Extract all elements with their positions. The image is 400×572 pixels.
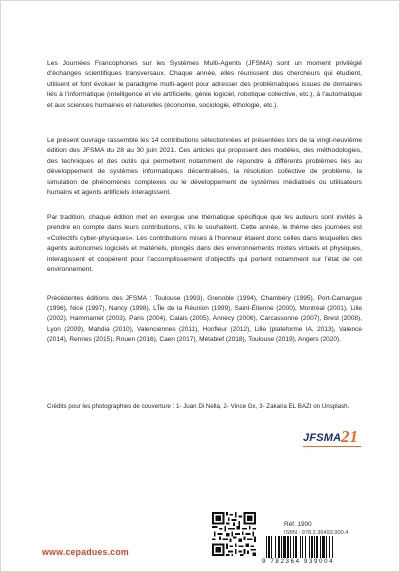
logo-wordmark: JFSMA: [303, 432, 342, 444]
logo-underline: [303, 446, 361, 447]
qr-code: [212, 512, 256, 556]
isbn: ISBN : 978.2.36493.900.4: [284, 530, 349, 536]
jfsma-logo: [303, 427, 367, 452]
intro-paragraph: Les Journées Francophones sur les Systèmes Multi-Agents (JFSMA) sont un moment privilégié d’échanges scientifiques transversaux. Chaque année, elles réunissent des chercheurs qui étudient, utilisent et font évoluer le paradigme multi-agent pour adresser des problématiques issues de domaines liés à l’informatique (intelligence et vie artificielle, génie logiciel, robotique collective, etc.), à l’automatique et aux sciences humaines et naturelles (économie, sociologie, éthologie, etc.).: [47, 60, 362, 109]
logo-number: 21: [341, 427, 358, 446]
reference-number: Réf. 1900: [284, 521, 312, 528]
theme-paragraph: Par tradition, chaque édition met en exergue une thématique spécifique que les auteurs sont invités à prendre en compte dans leurs contributions, s’ils le souhaitent. Cette année, le thème des journées est «Collectifs cyber-physiques». Les contributions mises à l’honneur étaient donc celles dans lesquelles des agents autonomes logiciels et matériels, plongés dans des environnements mixtes virtuels et physiques, interagissent et coopèrent pour l’accomplissement d’objectifs qui portent notamment sur l’état de cet environnement.: [47, 214, 362, 274]
photo-credits: Crédits pour les photographies de couverture : 1- Juan Di Nella, 2- Vince Gx, 3- Zakaria EL BAZI on Unsplash.: [47, 403, 350, 410]
publisher-website[interactable]: www.cepadues.com: [42, 547, 129, 557]
previous-editions-paragraph: Précédentes éditions des JFSMA : Toulouse (1993), Grenoble (1994), Chambéry (1995), Port-Camargue (1996), Nice (1997), Nancy (1998), L’Île de la Réunion (1999), Saint-Étienne (2000), Montréal (2001), Lille (2002), Hammamet (2003), Paris (2004), Calais (2005), Annecy (2006), Carcassonne (2007), Brest (2008), Lyon (2009), Mahdia (2010), Valenciennes (2011), Honfleur (2012), Lille (plateforme IA, 2013), Valence (2014), Rennes (2015), Rouen (2016), Caen (2017), Métabief (2018), Toulouse (2019), Angers (2020).: [47, 295, 362, 343]
barcode: [264, 536, 370, 558]
barcode-number: 9 782364 939004: [262, 558, 335, 565]
contributions-paragraph: Le présent ouvrage rassemble les 14 contributions sélectionnées et présentées lors de la vingt-neuvième édition des JFSMA du 28 au 30 juin 2021. Ces articles qui proposent des modèles, des méthodologies, des techniques et des outils qui permettent notamment de répondre à différents problèmes liés au développement de systèmes informatiques décentralisés, la résolution collective de problème, la simulation de phénomènes complexes ou le développement de systèmes médiatisés ou utilisateurs humains et agents artificiels interagissent.: [47, 137, 362, 197]
